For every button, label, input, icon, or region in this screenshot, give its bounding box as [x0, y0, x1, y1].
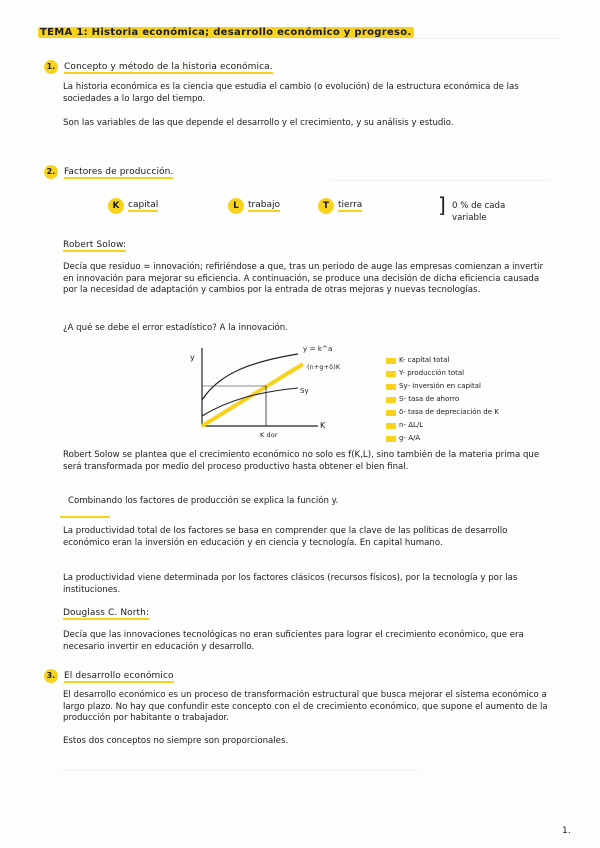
factor-k-label: capital: [128, 200, 159, 210]
bleed-through-text: [60, 770, 420, 811]
graph-curve-low-label: Sy: [300, 387, 309, 395]
solow-paragraph-1: Decía que residuo = innovación; refiriéndose a que, tras un periodo de auge las empresas comienzan a invertir en innovación para mejorar su eficiencia. A continuación, se produce una decisión de dicha eficiencia causada por la necesidad de adaptación y cambios por la entrada de otras mejoras y nuevas tecnologías.: [63, 262, 544, 295]
factor-t-label: tierra: [338, 200, 363, 210]
legend-text: n- ΔL/L: [399, 421, 424, 429]
s3-paragraph-1: El desarrollo económico es un proceso de transformación estructural que busca mejorar el sistema económico a largo plazo. No hay que confundir este concepto con el de crecimiento económico, que supone el aumento de la producción por habitante o trabajador.: [63, 690, 548, 723]
section-2-number: 2.: [44, 165, 58, 179]
solow-paragraph-3: Combinando los factores de producción se explica la función y.: [68, 496, 339, 506]
legend-item: [386, 432, 499, 445]
factors-bracket: ]: [438, 193, 446, 217]
solow-growth-graph: [178, 340, 358, 440]
section-3-number: 3.: [44, 669, 58, 683]
legend-marker: [386, 397, 396, 403]
solow-question: ¿A qué se debe el error estadístico? A la innovación.: [63, 323, 288, 333]
north-paragraph-1: Decía que las innovaciones tecnológicas no eran suficientes para lograr el crecimiento económico, que era necesario invertir en educación y desarrollo.: [63, 630, 524, 652]
section-2-heading: [44, 165, 173, 179]
section-1-number: 1.: [44, 60, 58, 74]
graph-y-label: y: [190, 353, 195, 362]
legend-marker: [386, 423, 396, 429]
factor-k-badge: K: [108, 198, 124, 214]
legend-item: [386, 406, 499, 419]
section-3-title: El desarrollo económico: [63, 671, 174, 681]
legend-text: K- capital total: [399, 356, 450, 364]
graph-investment-curve: [202, 388, 298, 416]
legend-text: S- tasa de ahorro: [399, 395, 460, 403]
section-1-title: Concepto y método de la historia económica.: [63, 62, 273, 72]
section-3-heading: [44, 669, 174, 683]
graph-legend: [386, 354, 499, 445]
legend-item: [386, 380, 499, 393]
solow-paragraph-5: La productividad viene determinada por los factores clásicos (recursos físicos), por la tecnología y por las instituciones.: [63, 573, 518, 595]
legend-marker: [386, 436, 396, 442]
legend-item: [386, 367, 499, 380]
legend-text: δ- tasa de depreciación de K: [399, 408, 499, 416]
legend-item: [386, 419, 499, 432]
north-heading-text: Douglass C. North:: [63, 608, 150, 618]
legend-marker: [386, 410, 396, 416]
factor-l-label: trabajo: [248, 200, 280, 210]
s1-paragraph-2: Son las variables de las que depende el desarrollo y el crecimiento, y su análisis y estudio.: [63, 118, 454, 128]
factors-note: 0 % de cada variable: [452, 201, 506, 223]
legend-marker: [386, 371, 396, 377]
factor-capital: [108, 198, 158, 214]
separator-line: [60, 516, 110, 518]
section-2-title: Factores de producción.: [63, 167, 174, 177]
legend-text: g- A/A: [399, 434, 421, 442]
graph-curve-top-label: y = k^a: [303, 345, 333, 353]
factor-l-badge: L: [228, 198, 244, 214]
page-number: 1.: [562, 826, 571, 836]
legend-marker: [386, 384, 396, 390]
legend-item: [386, 393, 499, 406]
s3-paragraph-2: Estos dos conceptos no siempre son proporcionales.: [63, 736, 289, 746]
legend-marker: [386, 358, 396, 364]
legend-text: Y- producción total: [399, 369, 465, 377]
legend-item: [386, 354, 499, 367]
graph-curve-line-label: (n+g+δ)K: [307, 363, 341, 371]
factor-labor: [228, 198, 280, 214]
section-1-heading: [44, 60, 273, 74]
factor-land: [318, 198, 362, 214]
page-title-text: TEMA 1: Historia económica; desarrollo económico y progreso.: [40, 27, 412, 38]
solow-heading: [63, 240, 126, 251]
s1-paragraph-1: La historia económica es la ciencia que estudia el cambio (o evolución) de la estructura económica de las sociedades a lo largo del tiempo.: [63, 82, 519, 104]
solow-paragraph-2: Robert Solow se plantea que el crecimiento económico no solo es f(K,L), sino también de la materia prima que será transformada por medio del proceso productivo hasta obtener el bien final.: [63, 450, 540, 472]
solow-heading-text: Robert Solow:: [63, 240, 127, 250]
graph-x-label: K: [320, 421, 326, 430]
north-heading: [63, 608, 149, 619]
graph-x-mark-label: K dor: [260, 431, 278, 439]
page-title: [38, 27, 414, 38]
legend-text: Sy- inversión en capital: [399, 382, 481, 390]
factor-t-badge: T: [318, 198, 334, 214]
solow-paragraph-4: La productividad total de los factores se basa en comprender que la clave de las políticas de desarrollo económico eran la inversión en educación y en ciencia y tecnología. En capital humano.: [63, 526, 508, 548]
